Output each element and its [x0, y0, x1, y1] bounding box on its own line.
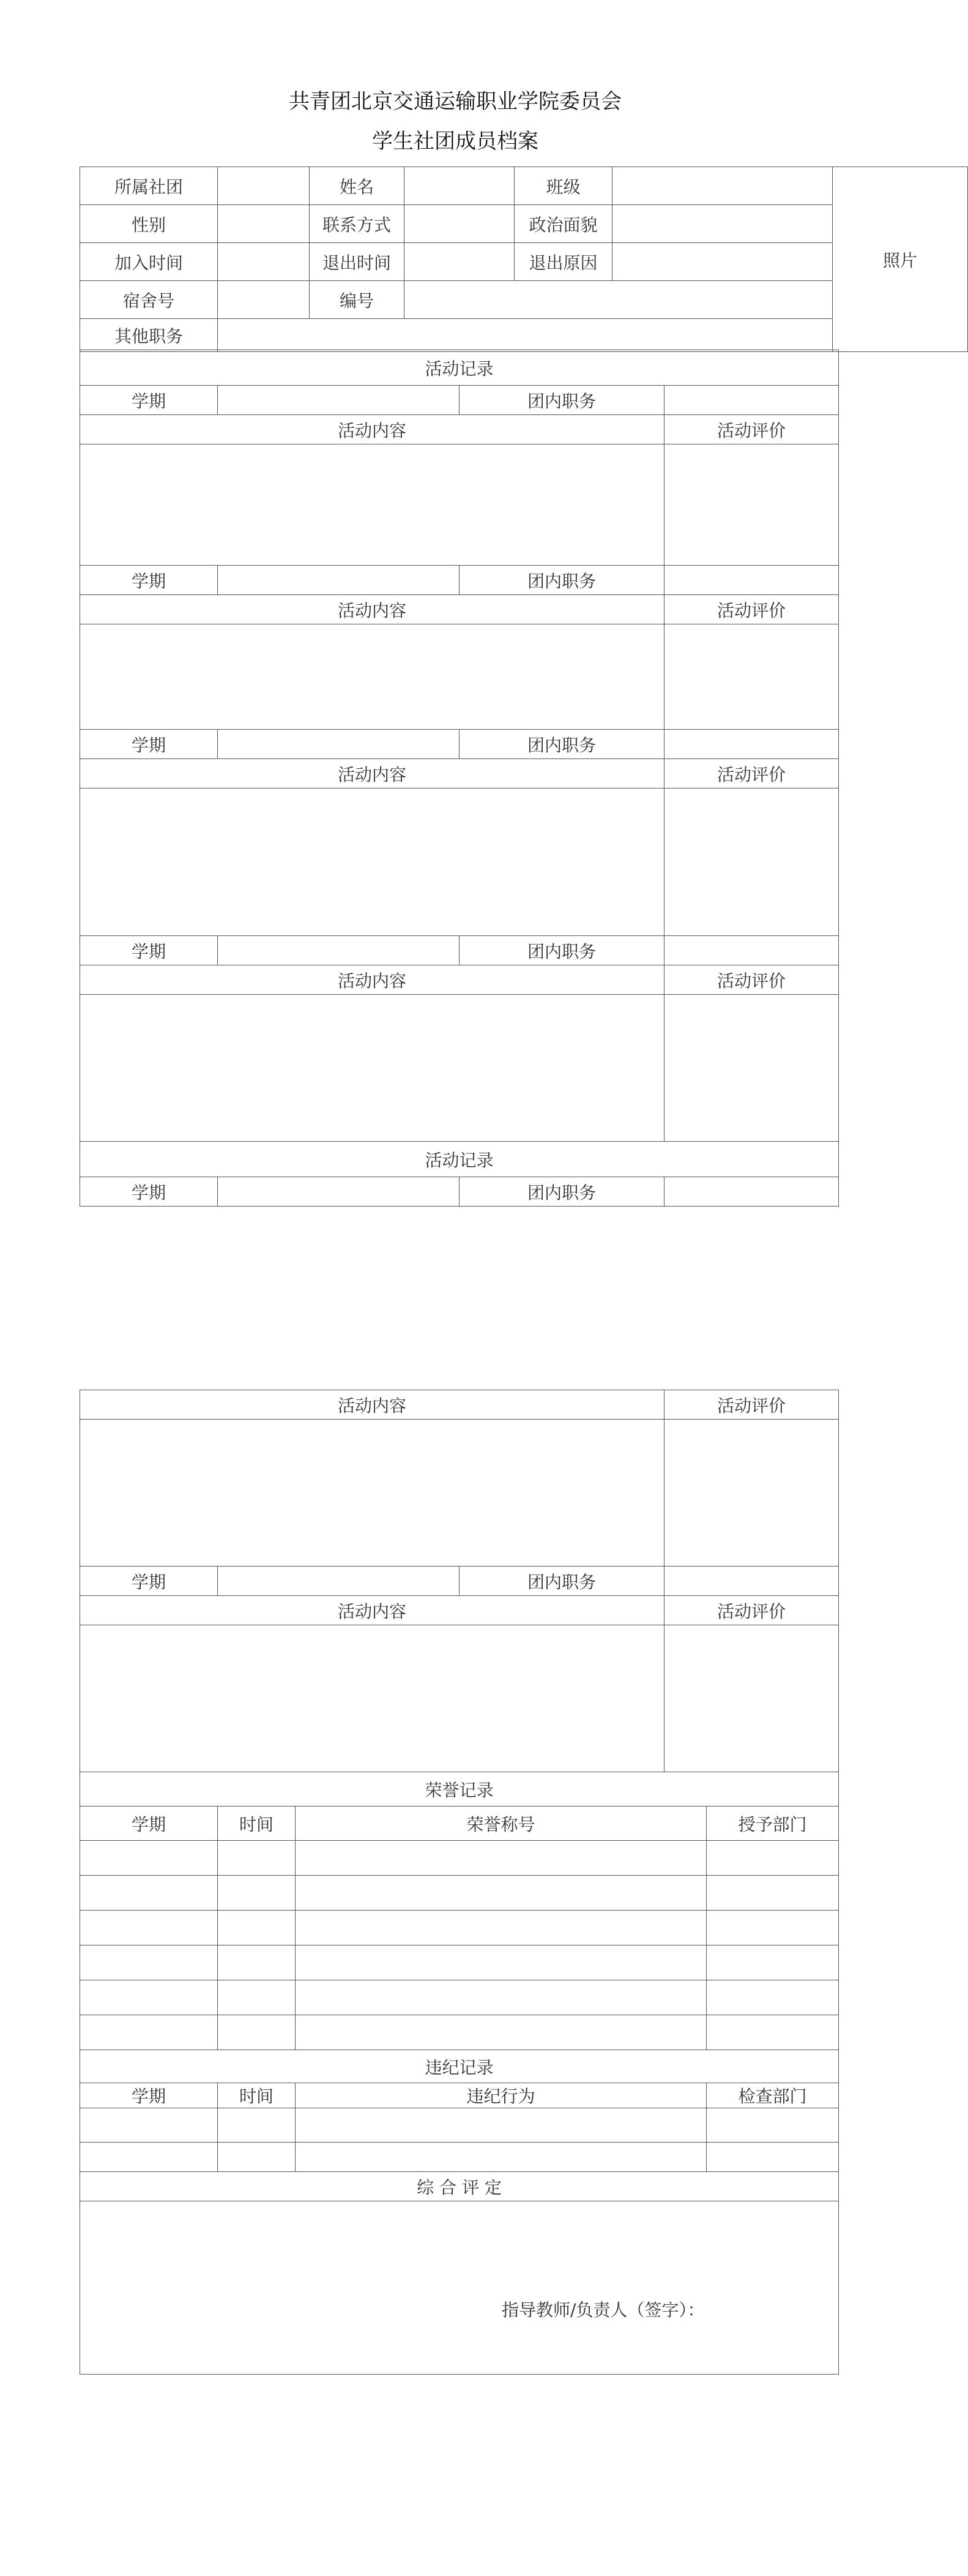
evaluation-field[interactable] [665, 995, 839, 1142]
activity-table-page2 [80, 1390, 839, 1772]
evaluation-label: 活动评价 [665, 965, 839, 995]
duty-field[interactable] [665, 936, 839, 965]
name-field[interactable] [404, 167, 515, 205]
honor-row [80, 1980, 839, 2015]
discipline-dept-header: 检查部门 [707, 2083, 839, 2108]
gender-field[interactable] [218, 205, 310, 243]
exit-reason-label: 退出原因 [515, 243, 612, 281]
activity-table-page1 [80, 350, 839, 1207]
class-label: 班级 [515, 167, 612, 205]
activity-section-title: 活动记录 [80, 1142, 839, 1177]
evaluation-label: 活动评价 [665, 1390, 839, 1420]
org-title: 共青团北京交通运输职业学院委员会 [289, 89, 622, 114]
evaluation-label: 活动评价 [665, 759, 839, 788]
duty-label: 团内职务 [460, 386, 665, 415]
duty-label: 团内职务 [460, 566, 665, 595]
honor-row [80, 1945, 839, 1980]
evaluation-label: 活动评价 [665, 595, 839, 624]
honor-row [80, 1911, 839, 1945]
semester-field[interactable] [218, 566, 460, 595]
honor-discipline-table [80, 1772, 839, 2375]
other-duty-field[interactable] [218, 319, 833, 352]
signature-label: 指导教师/负责人（签字）： [502, 2300, 705, 2320]
discipline-row [80, 2143, 839, 2172]
page-title: 学生社团成员档案 [372, 129, 538, 154]
name-label: 姓名 [310, 167, 404, 205]
join-time-field[interactable] [218, 243, 310, 281]
honor-row [80, 2015, 839, 2050]
semester-field[interactable] [218, 936, 460, 965]
discipline-time-header: 时间 [218, 2083, 296, 2108]
duty-field[interactable] [665, 1177, 839, 1207]
summary-title: 综 合 评 定 [80, 2172, 839, 2201]
duty-label: 团内职务 [460, 936, 665, 965]
semester-label: 学期 [80, 1567, 218, 1596]
honor-dept-header: 授予部门 [707, 1807, 839, 1841]
content-label: 活动内容 [80, 965, 665, 995]
evaluation-label: 活动评价 [665, 415, 839, 444]
semester-field[interactable] [218, 1567, 460, 1596]
duty-label: 团内职务 [460, 1177, 665, 1207]
duty-label: 团内职务 [460, 1567, 665, 1596]
honor-row [80, 1876, 839, 1911]
discipline-row [80, 2108, 839, 2143]
semester-label: 学期 [80, 1177, 218, 1207]
content-field[interactable] [80, 444, 665, 566]
evaluation-field[interactable] [665, 1420, 839, 1567]
duty-field[interactable] [665, 1567, 839, 1596]
content-label: 活动内容 [80, 759, 665, 788]
exit-time-field[interactable] [404, 243, 515, 281]
content-field[interactable] [80, 995, 665, 1142]
gender-label: 性别 [80, 205, 218, 243]
dorm-field[interactable] [218, 281, 310, 319]
content-field[interactable] [80, 624, 665, 730]
political-label: 政治面貌 [515, 205, 612, 243]
contact-label: 联系方式 [310, 205, 404, 243]
duty-field[interactable] [665, 566, 839, 595]
dorm-label: 宿舍号 [80, 281, 218, 319]
content-field[interactable] [80, 788, 665, 936]
honor-time-header: 时间 [218, 1807, 296, 1841]
exit-reason-field[interactable] [612, 243, 833, 281]
content-label: 活动内容 [80, 1596, 665, 1625]
content-field[interactable] [80, 1625, 665, 1772]
evaluation-field[interactable] [665, 788, 839, 936]
duty-label: 团内职务 [460, 730, 665, 759]
semester-field[interactable] [218, 1177, 460, 1207]
photo-cell[interactable]: 照片 [833, 167, 968, 352]
exit-time-label: 退出时间 [310, 243, 404, 281]
number-label: 编号 [310, 281, 404, 319]
content-label: 活动内容 [80, 595, 665, 624]
evaluation-label: 活动评价 [665, 1596, 839, 1625]
discipline-semester-header: 学期 [80, 2083, 218, 2108]
club-field[interactable] [218, 167, 310, 205]
contact-field[interactable] [404, 205, 515, 243]
activity-section-title: 活动记录 [80, 350, 839, 386]
semester-field[interactable] [218, 730, 460, 759]
honor-semester-header: 学期 [80, 1807, 218, 1841]
content-label: 活动内容 [80, 415, 665, 444]
join-time-label: 加入时间 [80, 243, 218, 281]
content-field[interactable] [80, 1420, 665, 1567]
other-duty-label: 其他职务 [80, 319, 218, 352]
semester-label: 学期 [80, 730, 218, 759]
discipline-section-title: 违纪记录 [80, 2050, 839, 2083]
honor-name-header: 荣誉称号 [296, 1807, 707, 1841]
class-field[interactable] [612, 167, 833, 205]
political-field[interactable] [612, 205, 833, 243]
evaluation-field[interactable] [665, 444, 839, 566]
evaluation-field[interactable] [665, 1625, 839, 1772]
member-record-table-page1 [80, 167, 968, 352]
semester-label: 学期 [80, 566, 218, 595]
discipline-behavior-header: 违纪行为 [296, 2083, 707, 2108]
number-field[interactable] [404, 281, 833, 319]
honor-section-title: 荣誉记录 [80, 1772, 839, 1807]
duty-field[interactable] [665, 386, 839, 415]
evaluation-field[interactable] [665, 624, 839, 730]
duty-field[interactable] [665, 730, 839, 759]
club-label: 所属社团 [80, 167, 218, 205]
semester-label: 学期 [80, 386, 218, 415]
honor-row [80, 1841, 839, 1876]
summary-field[interactable] [80, 2201, 839, 2375]
semester-label: 学期 [80, 936, 218, 965]
content-label: 活动内容 [80, 1390, 665, 1420]
semester-field[interactable] [218, 386, 460, 415]
